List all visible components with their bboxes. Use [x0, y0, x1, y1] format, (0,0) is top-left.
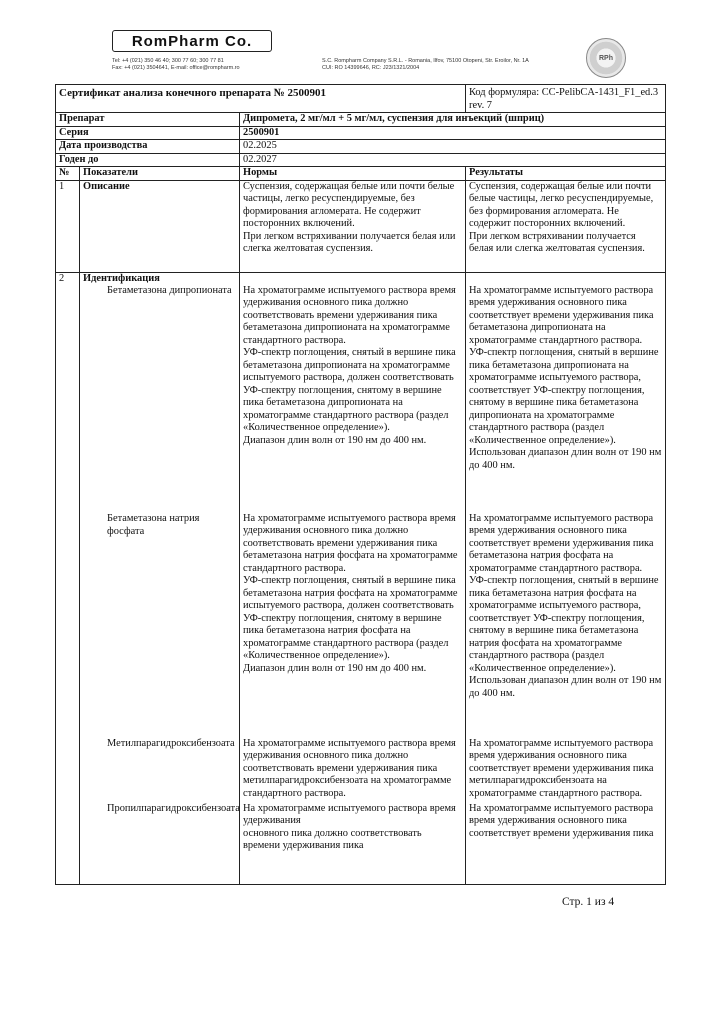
- title-row: [56, 85, 666, 113]
- table-row: [56, 180, 666, 272]
- info-row: [56, 113, 666, 127]
- norm-text: На хроматограмме испытуемого раствора время удерживания основного пика должно соответствовать времени удерживания пика метилпарагидроксибензоата на хроматограмме стандартного раствора.: [243, 737, 456, 799]
- info-value: Дипромета, 2 мг/мл + 5 мг/мл, суспензия для инъекций (шприц): [240, 113, 666, 127]
- contact-line: Tel: +4 (021) 350 46 40; 300 77 60; 300 77 81: [112, 58, 224, 64]
- result-text: На хроматограмме испытуемого раствора время удерживания основного пика соответствует времени удерживания пика: [469, 802, 654, 839]
- contact-line: Fax: +4 (021) 3504641, E-mail: office@rompharm.ro: [112, 65, 240, 71]
- result-text: На хроматограмме испытуемого раствора время удерживания основного пика соответствует времени удерживания пика бетаметазона дипропионата на хроматограмме стандартного раствора. УФ-спектр поглощения, снятый в вершине пика бетаметазона дипропионата на хроматограмме испытуемого раствора, соответствует УФ-спектру поглощения, снятому в вершине пика бетаметазона дипропионата на хроматограмме стандартного раствора (раздел «Количественное определение»). Использован диапазон длин волн от 190 нм до 400 нм.: [469, 284, 662, 471]
- column-header-row: [56, 167, 666, 181]
- indicator-title: Описание: [80, 180, 240, 272]
- sub-indicator: Бетаметазона дипропионата: [107, 285, 232, 296]
- row-number: 2: [56, 272, 80, 884]
- certificate-table: [55, 84, 666, 885]
- info-value: 02.2027: [240, 153, 666, 167]
- row-number: 1: [56, 180, 80, 272]
- info-label: Годен до: [56, 153, 240, 167]
- info-label: Серия: [56, 126, 240, 140]
- indicator-title: Идентификация: [83, 272, 160, 284]
- info-row: [56, 126, 666, 140]
- sub-indicator: Метилпарагидроксибензоата: [107, 738, 235, 749]
- col-indicators-header: Показатели: [80, 167, 240, 181]
- norms-cell: [240, 272, 466, 884]
- sub-indicator: Бетаметазона натрия фосфата: [107, 513, 200, 537]
- result-text: Суспензия, содержащая белые или почти белые частицы, легко ресуспендируемые, без формирования агломерата. Не содержит посторонних включений. При легком встряхивании получается белая или слегка желтоватая суспензия.: [466, 180, 666, 272]
- quality-seal-icon: RPh: [586, 38, 626, 78]
- info-value: 2500901: [240, 126, 666, 140]
- norm-text: На хроматограмме испытуемого раствора время удерживания основного пика должно соответствовать времени удерживания пика бетаметазона натрия фосфата на хроматограмме стандартного раствора. УФ-спектр поглощения, снятый в вершине пика бетаметазона натрия фосфата на хроматограмме испытуемого раствора, должен соответствовать УФ-спектру поглощения, снятому в вершине пика бетаметазона натрия фосфата на хроматограмме стандартного раствора (раздел «Количественное определение»). Диапазон длин волн от 190 нм до 400 нм.: [243, 512, 458, 674]
- info-label: Препарат: [56, 113, 240, 127]
- indicator-cell: [80, 272, 240, 884]
- col-num-header: №: [56, 167, 80, 181]
- norm-text: На хроматограмме испытуемого раствора время удерживания основного пика должно соответствовать времени удерживания пика: [243, 802, 456, 851]
- company-info: [322, 58, 529, 72]
- sub-indicator: Пропилпарагидроксибензоата: [107, 803, 240, 814]
- certificate-title: Сертификат анализа конечного препарата № 2500901: [56, 85, 466, 113]
- form-code: Код формуляра: CC-PelibCA-1431_F1_ed.3 rev. 7: [466, 85, 666, 113]
- result-text: На хроматограмме испытуемого раствора время удерживания основного пика соответствует времени удерживания пика метилпарагидроксибензоата на хроматограмме стандартного раствора.: [469, 737, 654, 799]
- norm-text: Суспензия, содержащая белые или почти белые частицы, легко ресуспендируемые, без формирования агломерата. Не содержит посторонних включений. При легком встряхивании получается белая или слегка желтоватая суспензия.: [240, 180, 466, 272]
- info-row: [56, 140, 666, 154]
- results-cell: [466, 272, 666, 884]
- result-text: На хроматограмме испытуемого раствора время удерживания основного пика соответствует времени удерживания пика бетаметазона натрия фосфата на хроматограмме стандартного раствора. УФ-спектр поглощения, снятый в вершине пика бетаметазона натрия фосфата на хроматограмме испытуемого раствора, соответствует УФ-спектру поглощения, снятому в вершине пика бетаметазона натрия фосфата на хроматограмме стандартного раствора (раздел «Количественное определение»). Использован диапазон длин волн от 190 нм до 400 нм.: [469, 512, 662, 699]
- info-row: [56, 153, 666, 167]
- col-results-header: Результаты: [466, 167, 666, 181]
- info-value: 02.2025: [240, 140, 666, 154]
- contact-info: [112, 58, 240, 72]
- norm-text: На хроматограмме испытуемого раствора время удерживания основного пика должно соответствовать времени удерживания пика бетаметазона дипропионата на хроматограмме стандартного раствора. УФ-спектр поглощения, снятый в вершине пика бетаметазона дипропионата на хроматограмме испытуемого раствора, должен соответствовать УФ-спектру поглощения, снятому в вершине пика бетаметазона дипропионата на хроматограмме стандартного раствора (раздел «Количественное определение»). Диапазон длин волн от 190 нм до 400 нм.: [243, 284, 456, 446]
- page-number: Стр. 1 из 4: [562, 896, 615, 908]
- info-label: Дата производства: [56, 140, 240, 154]
- col-norms-header: Нормы: [240, 167, 466, 181]
- company-line: S.C. Rompharm Company S.R.L. - Romania, Ilfov, 75100 Otopeni, Str. Eroilor, Nr. 1A: [322, 58, 529, 64]
- company-line: CUI: RO 14399646, RC: J23/1321/2004: [322, 65, 420, 71]
- company-logo: RomPharm Co.: [112, 30, 272, 52]
- table-row: [56, 272, 666, 884]
